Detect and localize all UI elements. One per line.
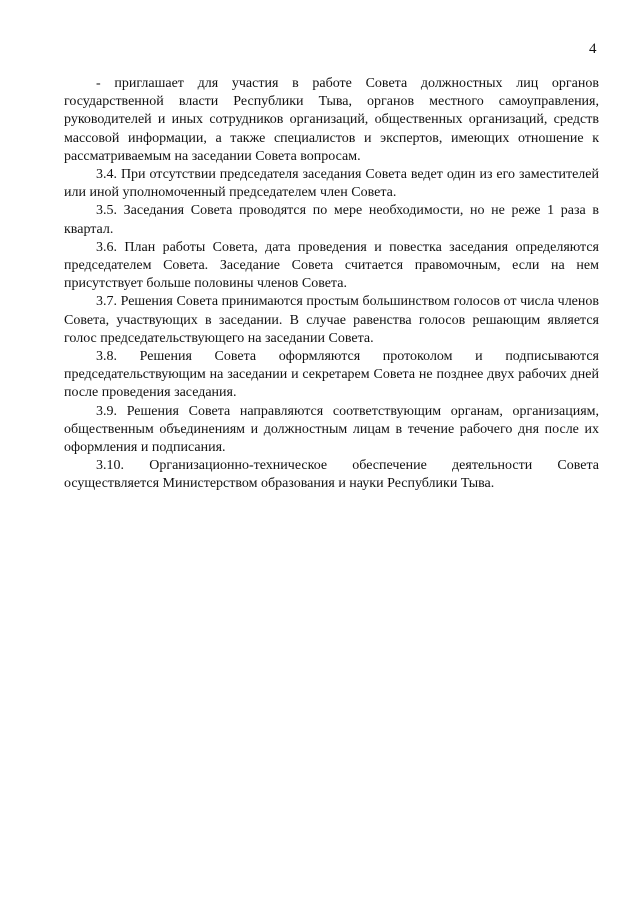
paragraph-3-8: 3.8. Решения Совета оформляются протоколом и подписываются председательствующим на заседании и секретарем Совета не позднее двух рабочих дней после проведения заседания. bbox=[64, 349, 599, 401]
paragraph-3-6: 3.6. План работы Совета, дата проведения и повестка заседания определяются председателем Совета. Заседание Совета считается правомочным, если на нем присутствует больше половины членов Совета. bbox=[64, 239, 599, 292]
paragraph-3-10: 3.10. Организационно-техническое обеспечение деятельности Совета осуществляется Министерством образования и науки Республики Тыва. bbox=[64, 458, 599, 492]
paragraph-3-9: 3.9. Решения Совета направляются соответствующим органам, организациям, общественным объединениям и должностным лицам в течение рабочего дня после их оформления и подписания. bbox=[64, 403, 599, 456]
page-number: 4 bbox=[589, 41, 597, 57]
document-body bbox=[64, 75, 599, 494]
paragraph-3-4: 3.4. При отсутствии председателя заседания Совета ведет один из его заместителей или иной уполномоченный председателем член Совета. bbox=[64, 167, 599, 201]
paragraph-3-7: 3.7. Решения Совета принимаются простым большинством голосов от числа членов Совета, участвующих в заседании. В случае равенства голосов решающим является голос председательствующего на заседании Совета. bbox=[64, 294, 599, 346]
paragraph-invite-officials: - приглашает для участия в работе Совета должностных лиц органов государственной власти Республики Тыва, органов местного самоуправления, руководителей и иных сотрудников организаций, общественных организаций, средств массовой информации, а также специалистов и экспертов, имеющих отношение к рассматриваемым на заседании Совета вопросам. bbox=[64, 76, 599, 164]
paragraph-3-5: 3.5. Заседания Совета проводятся по мере необходимости, но не реже 1 раза в квартал. bbox=[64, 203, 599, 237]
